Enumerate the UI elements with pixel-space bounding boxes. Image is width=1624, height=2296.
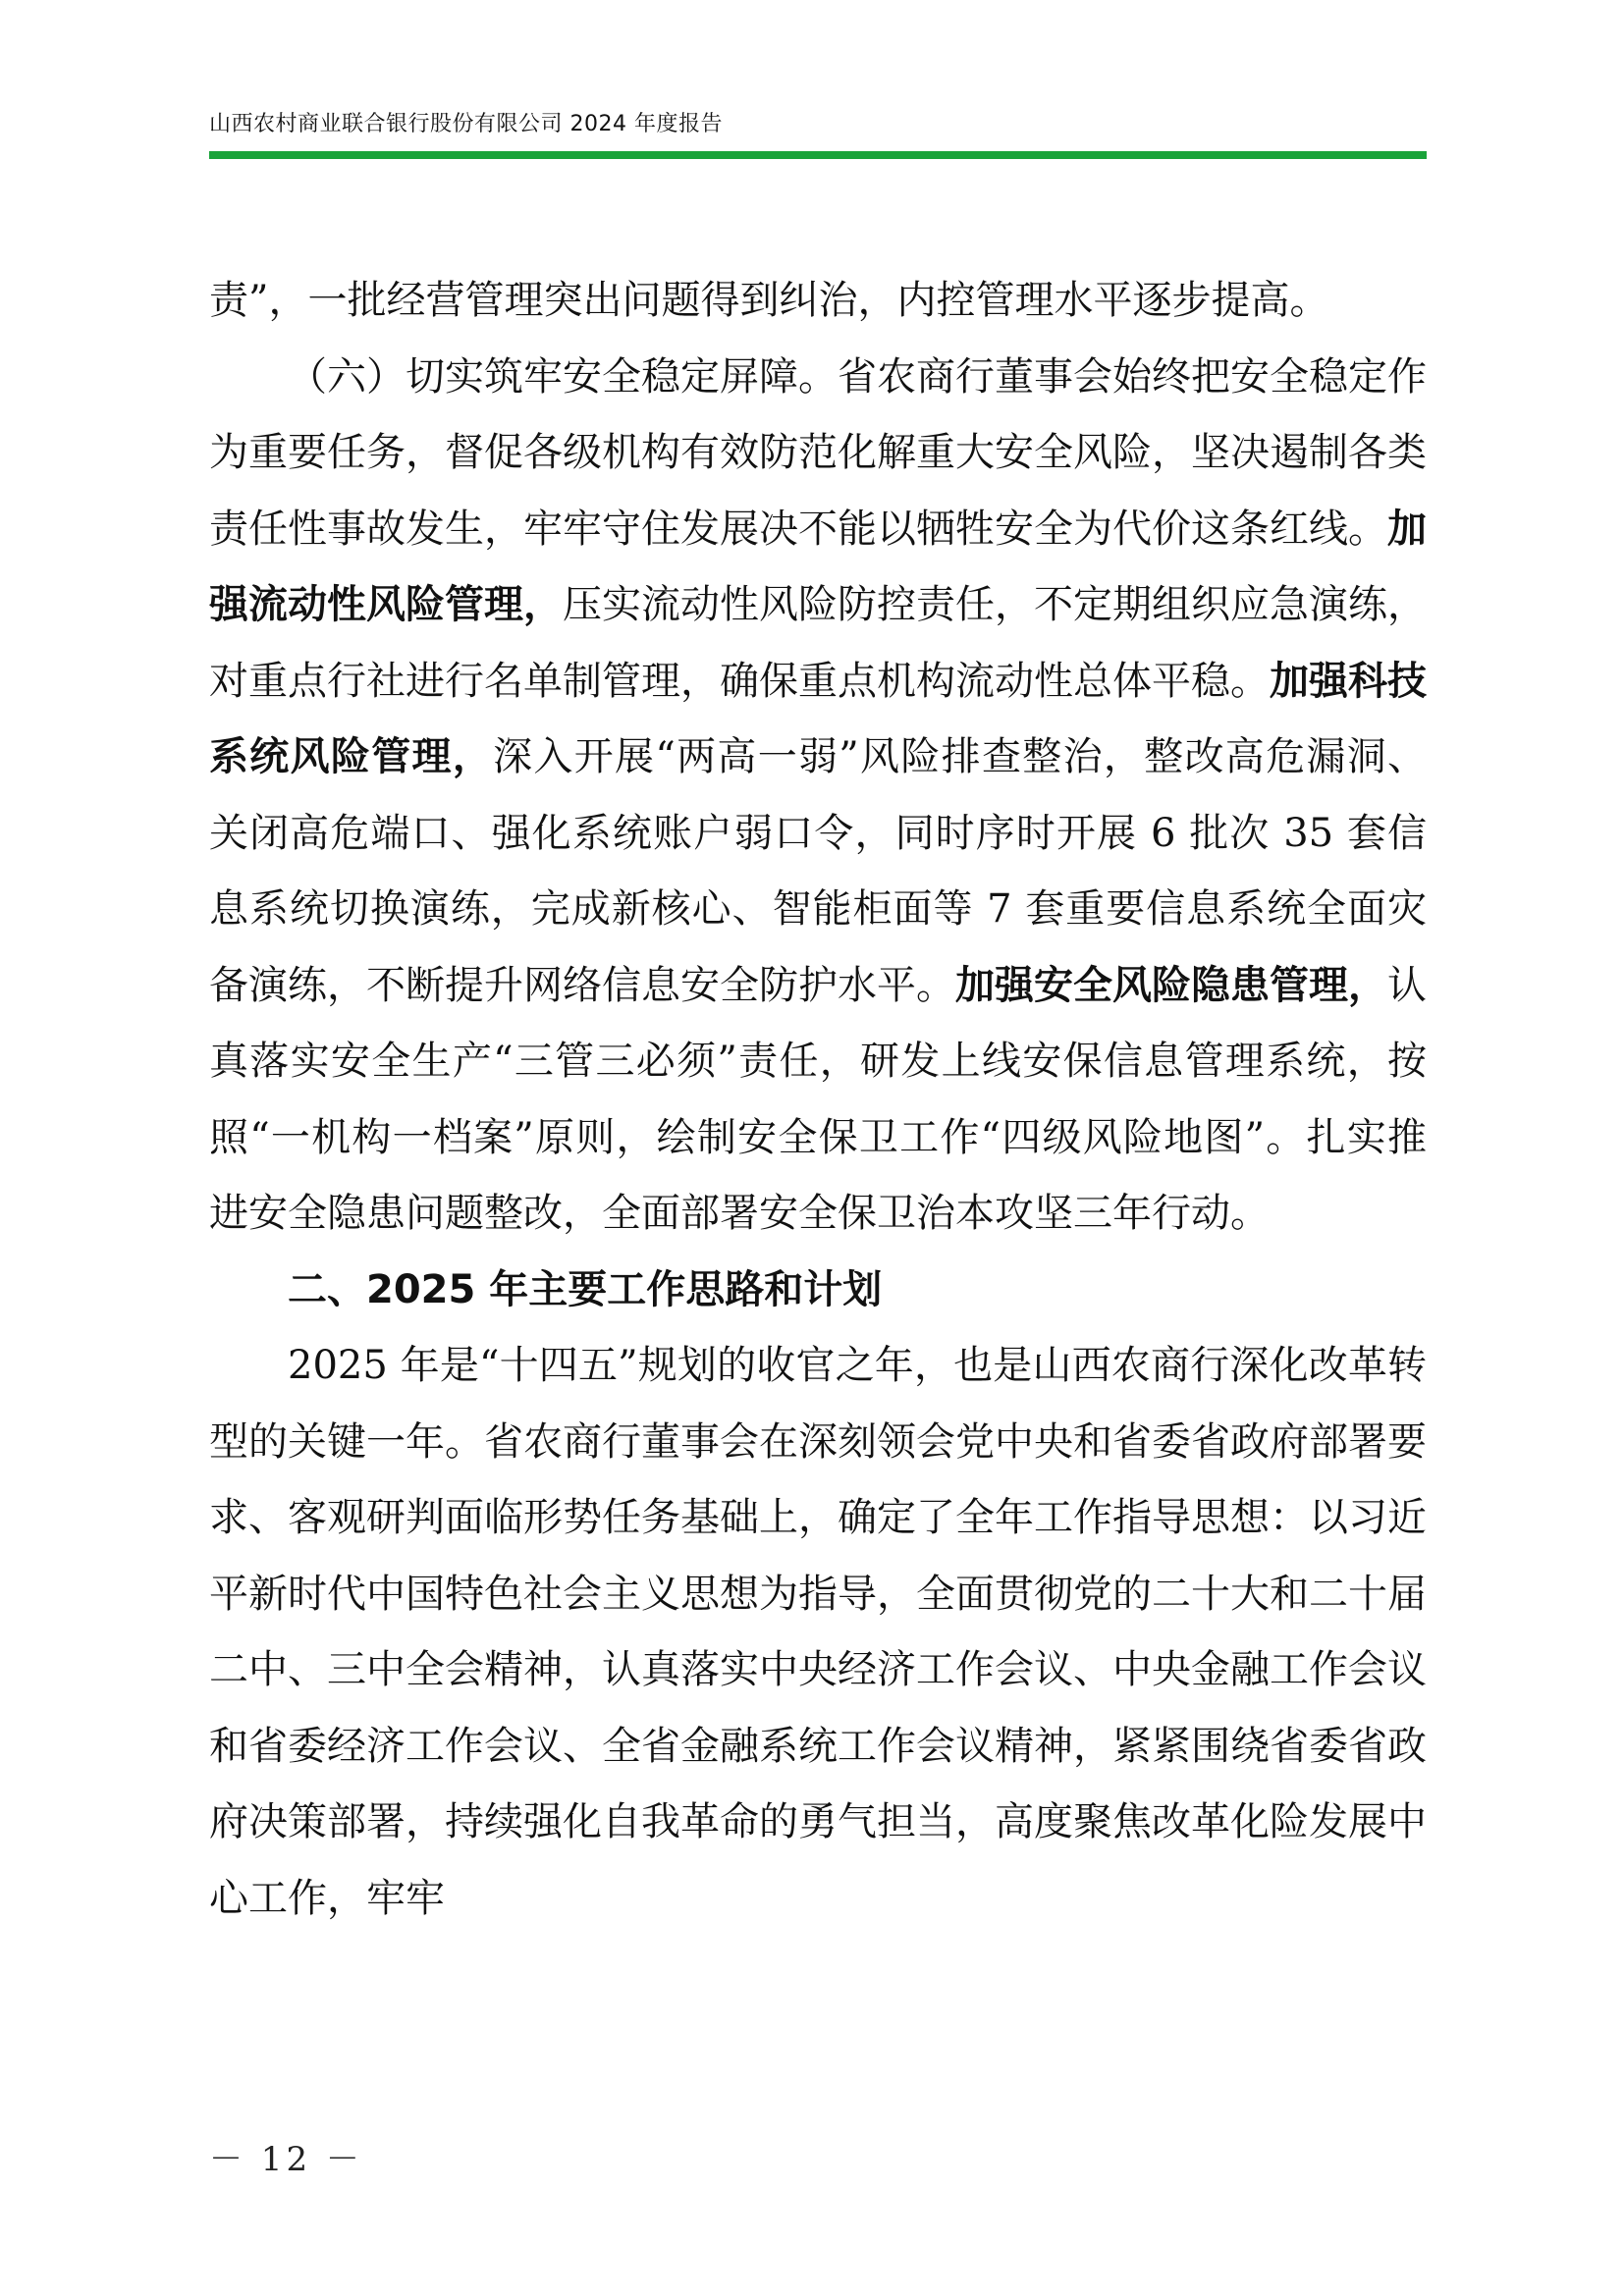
paragraph-text: 认真落实安全生产“三管三必须”责任，研发上线安保信息管理系统，按照“一机构一档案”原则，绘制安全保卫工作“四级风险地图”。扎实推进安全隐患问题整改，全面部署安全保卫治本攻坚三年行动。 <box>209 962 1427 1236</box>
bold-keyphrase-tech: 加强科技系统风险管理， <box>209 658 1427 779</box>
page-header <box>209 110 1427 159</box>
bold-keyphrase-safety: 加强安全风险隐患管理， <box>955 962 1387 1008</box>
paragraph-2025-plan: 2025 年是“十四五”规划的收官之年，也是山西农商行深化改革转型的关键一年。省农商行董事会在深刻领会党中央和省委省政府部署要求、客观研判面临形势任务基础上，确定了全年工作指导思想：以习近平新时代中国特色社会主义思想为指导，全面贯彻党的二十大和二十届二中、三中全会精神，认真落实中央经济工作会议、中央金融工作会议和省委经济工作会议、全省金融系统工作会议精神，紧紧围绕省委省政府决策部署，持续强化自我革命的勇气担当，高度聚焦改革化险发展中心工作，牢牢 <box>209 1343 1427 1921</box>
section-heading: 二、2025 年主要工作思路和计划 <box>288 1266 883 1312</box>
paragraph-text: （六）切实筑牢安全稳定屏障。省农商行董事会始终把安全稳定作为重要任务，督促各级机构有效防范化解重大安全风险，坚决遏制各类责任性事故发生，牢牢守住发展决不能以牺牲安全为代价这条红线。 <box>209 353 1427 552</box>
paragraph-text: 深入开展“两高一弱”风险排查整治，整改高危漏洞、关闭高危端口、强化系统账户弱口令，同时序时开展 6 批次 35 套信息系统切换演练，完成新核心、智能柜面等 7 套重要信息系统全面灾备演练，不断提升网络信息安全防护水平。 <box>209 734 1427 1008</box>
paragraph-continuation: 责”，一批经营管理突出问题得到纠治，内控管理水平逐步提高。 <box>209 278 1329 323</box>
paragraph-security <box>209 340 1427 1253</box>
paragraph-text: 压实流动性风险防控责任，不定期组织应急演练，对重点行社进行名单制管理，确保重点机构流动性总体平稳。 <box>209 582 1427 704</box>
report-title: 山西农村商业联合银行股份有限公司 2024 年度报告 <box>209 112 723 136</box>
body-content <box>209 263 1427 1937</box>
page-number: － 12 － <box>209 2140 363 2179</box>
bold-keyphrase-liquidity: 加强流动性风险管理， <box>209 506 1427 627</box>
header-divider <box>209 151 1427 159</box>
